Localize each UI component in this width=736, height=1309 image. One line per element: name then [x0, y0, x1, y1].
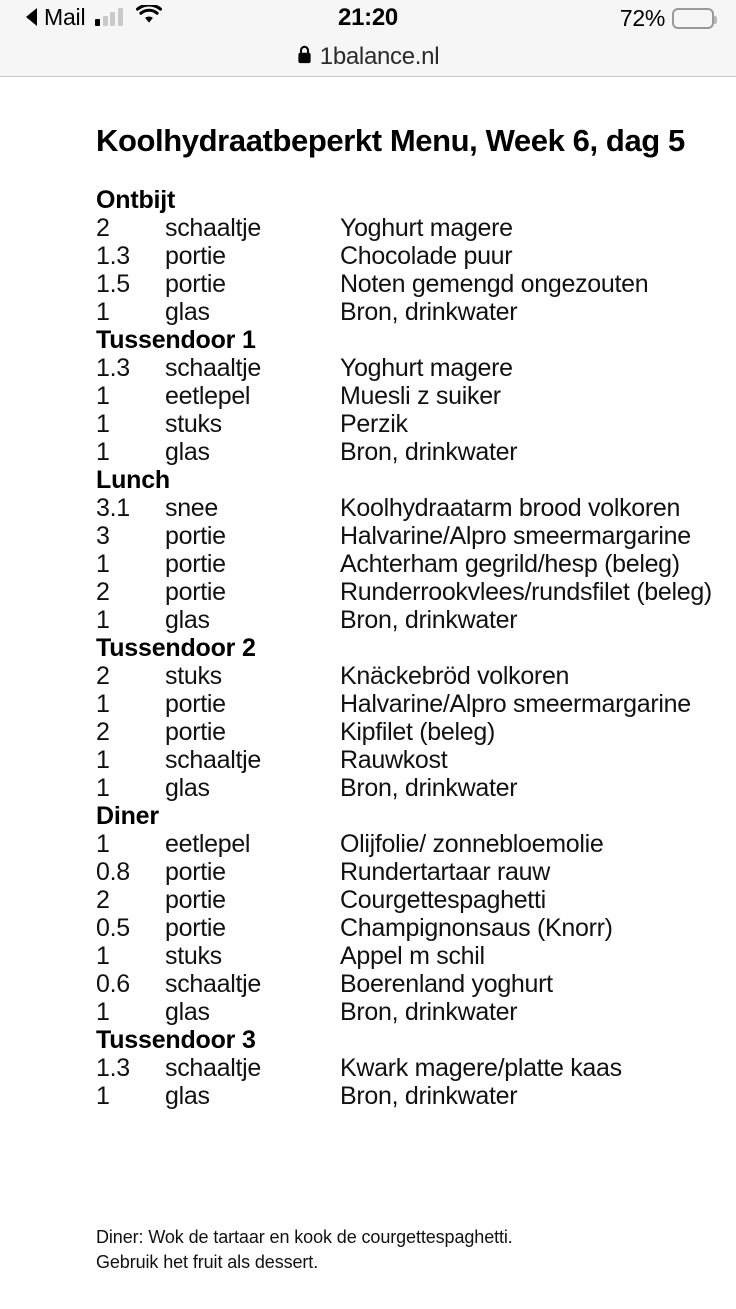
menu-item-row — [96, 270, 736, 298]
item-name: Courgettespaghetti — [340, 886, 546, 914]
item-unit: portie — [165, 886, 226, 914]
meal-heading: Ontbijt — [96, 186, 176, 214]
item-name: Champignonsaus (Knorr) — [340, 914, 613, 942]
item-amount: 1 — [96, 382, 110, 410]
item-unit: snee — [165, 494, 219, 522]
item-amount: 3 — [96, 522, 110, 550]
item-amount: 1 — [96, 1082, 110, 1110]
item-amount: 1 — [96, 746, 110, 774]
item-unit: glas — [165, 606, 210, 634]
item-unit: portie — [165, 242, 226, 270]
item-name: Perzik — [340, 410, 408, 438]
item-amount: 3.1 — [96, 494, 130, 522]
item-name: Kipfilet (beleg) — [340, 718, 496, 746]
item-amount: 1.3 — [96, 354, 130, 382]
item-name: Yoghurt magere — [340, 214, 513, 242]
menu-item-row — [96, 578, 736, 606]
item-name: Knäckebröd volkoren — [340, 662, 570, 690]
item-unit: portie — [165, 270, 226, 298]
menu-item-row — [96, 1082, 736, 1110]
address-bar[interactable] — [0, 38, 736, 76]
page-title: Koolhydraatbeperkt Menu, Week 6, dag 5 — [96, 123, 685, 158]
item-name: Bron, drinkwater — [340, 298, 518, 326]
item-amount: 2 — [96, 718, 110, 746]
item-unit: schaaltje — [165, 1054, 261, 1082]
item-amount: 2 — [96, 214, 110, 242]
item-unit: glas — [165, 438, 210, 466]
item-amount: 0.5 — [96, 914, 130, 942]
menu-item-row — [96, 298, 736, 326]
item-amount: 1 — [96, 410, 110, 438]
menu-item-row — [96, 858, 736, 886]
address-bar-url[interactable]: 1balance.nl — [319, 43, 440, 70]
item-unit: schaaltje — [165, 214, 261, 242]
item-amount: 1 — [96, 774, 110, 802]
menu-item-row — [96, 354, 736, 382]
menu-document — [96, 122, 736, 1110]
item-amount: 1 — [96, 690, 110, 718]
item-name: Yoghurt magere — [340, 354, 513, 382]
browser-chrome — [0, 0, 736, 77]
menu-item-row — [96, 830, 736, 858]
menu-item-row — [96, 662, 736, 690]
footnote-line: Diner: Wok de tartaar en kook de courgettespaghetti. — [96, 1227, 513, 1247]
menu-item-row — [96, 998, 736, 1026]
item-unit: schaaltje — [165, 970, 261, 998]
item-unit: portie — [165, 550, 226, 578]
menu-item-row — [96, 690, 736, 718]
item-name: Rundertartaar rauw — [340, 858, 550, 886]
item-name: Rauwkost — [340, 746, 448, 774]
item-unit: stuks — [165, 662, 222, 690]
item-unit: eetlepel — [165, 382, 251, 410]
item-unit: portie — [165, 914, 226, 942]
item-amount: 2 — [96, 886, 110, 914]
item-amount: 1 — [96, 550, 110, 578]
battery-icon — [672, 8, 714, 29]
menu-item-row — [96, 774, 736, 802]
item-name: Appel m schil — [340, 942, 485, 970]
meal-heading: Lunch — [96, 466, 170, 494]
item-name: Muesli z suiker — [340, 382, 501, 410]
item-name: Runderrookvlees/rundsfilet (beleg) — [340, 578, 712, 606]
battery-percent-label: 72% — [619, 5, 665, 31]
item-unit: portie — [165, 718, 226, 746]
item-amount: 1.3 — [96, 242, 130, 270]
item-name: Olijfolie/ zonnebloemolie — [340, 830, 604, 858]
menu-item-row — [96, 746, 736, 774]
meal-heading: Tussendoor 2 — [96, 634, 256, 662]
back-to-app-label[interactable]: Mail — [44, 4, 86, 30]
item-unit: portie — [165, 690, 226, 718]
item-name: Boerenland yoghurt — [340, 970, 553, 998]
footnote-text — [96, 1225, 696, 1275]
item-name: Bron, drinkwater — [340, 438, 518, 466]
meal-heading: Tussendoor 3 — [96, 1026, 256, 1054]
item-amount: 1.5 — [96, 270, 130, 298]
item-name: Bron, drinkwater — [340, 998, 518, 1026]
item-name: Halvarine/Alpro smeermargarine — [340, 690, 691, 718]
menu-item-row — [96, 886, 736, 914]
item-amount: 1 — [96, 438, 110, 466]
item-amount: 1 — [96, 998, 110, 1026]
item-name: Bron, drinkwater — [340, 1082, 518, 1110]
item-name: Kwark magere/platte kaas — [340, 1054, 622, 1082]
item-amount: 2 — [96, 578, 110, 606]
menu-item-row — [96, 606, 736, 634]
menu-item-row — [96, 522, 736, 550]
meal-heading: Tussendoor 1 — [96, 326, 256, 354]
item-amount: 2 — [96, 662, 110, 690]
item-unit: portie — [165, 522, 226, 550]
item-amount: 1.3 — [96, 1054, 130, 1082]
lock-icon — [297, 45, 312, 69]
item-unit: glas — [165, 998, 210, 1026]
menu-item-row — [96, 718, 736, 746]
item-unit: stuks — [165, 942, 222, 970]
meal-heading: Diner — [96, 802, 159, 830]
item-amount: 1 — [96, 606, 110, 634]
item-unit: glas — [165, 774, 210, 802]
status-bar — [0, 0, 736, 42]
item-amount: 1 — [96, 942, 110, 970]
menu-item-row — [96, 438, 736, 466]
item-amount: 1 — [96, 830, 110, 858]
item-unit: glas — [165, 1082, 210, 1110]
item-unit: portie — [165, 578, 226, 606]
web-page-content — [0, 77, 736, 1309]
menu-item-row — [96, 1054, 736, 1082]
item-amount: 0.8 — [96, 858, 130, 886]
menu-item-row — [96, 494, 736, 522]
status-bar-right — [620, 5, 714, 31]
menu-item-row — [96, 942, 736, 970]
menu-item-row — [96, 970, 736, 998]
item-name: Bron, drinkwater — [340, 606, 518, 634]
item-unit: glas — [165, 298, 210, 326]
item-name: Bron, drinkwater — [340, 774, 518, 802]
menu-item-row — [96, 914, 736, 942]
item-name: Halvarine/Alpro smeermargarine — [340, 522, 691, 550]
item-unit: schaaltje — [165, 746, 261, 774]
item-amount: 0.6 — [96, 970, 130, 998]
item-unit: portie — [165, 858, 226, 886]
item-name: Koolhydraatarm brood volkoren — [340, 494, 681, 522]
menu-item-row — [96, 382, 736, 410]
item-unit: stuks — [165, 410, 222, 438]
menu-item-row — [96, 214, 736, 242]
status-bar-clock: 21:20 — [338, 4, 398, 31]
item-name: Chocolade puur — [340, 242, 513, 270]
item-unit: schaaltje — [165, 354, 261, 382]
item-amount: 1 — [96, 298, 110, 326]
menu-item-row — [96, 550, 736, 578]
item-name: Achterham gegrild/hesp (beleg) — [340, 550, 680, 578]
item-unit: eetlepel — [165, 830, 251, 858]
menu-item-row — [96, 242, 736, 270]
item-name: Noten gemengd ongezouten — [340, 270, 649, 298]
footnote-line: Gebruik het fruit als dessert. — [96, 1252, 319, 1272]
menu-item-row — [96, 410, 736, 438]
meal-sections — [96, 186, 736, 1110]
